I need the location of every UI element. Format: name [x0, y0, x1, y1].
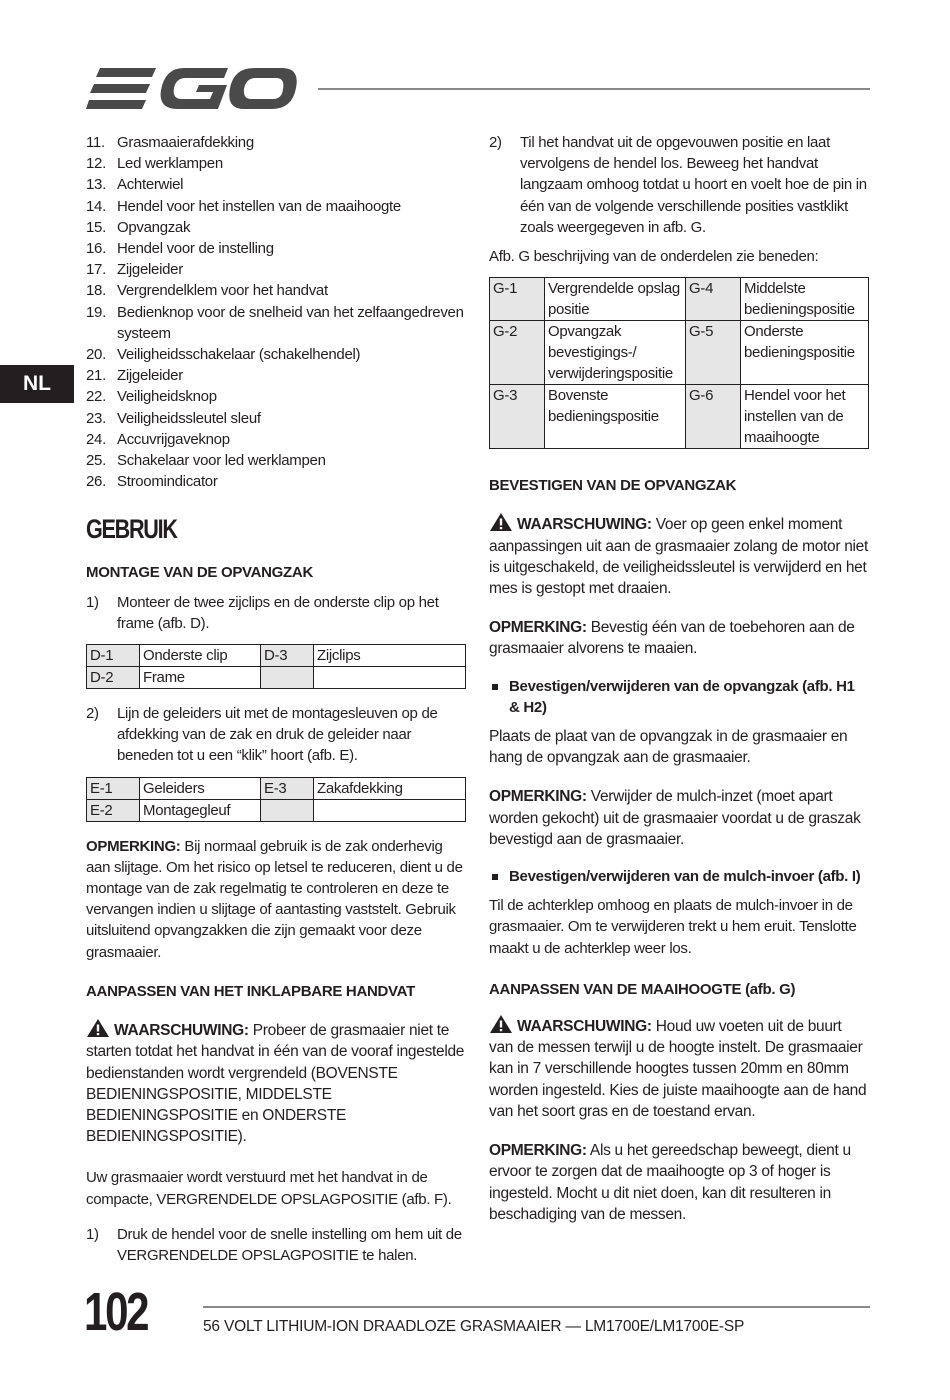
table-cell: D-1 [87, 645, 140, 667]
list-item-label: Hendel voor de instelling [117, 240, 274, 258]
table-cell: Opvangzak bevestigings-/ verwijderingspositie [545, 321, 686, 385]
maaihoogte-heading: AANPASSEN VAN DE MAAIHOOGTE (afb. G) [489, 980, 796, 998]
list-item-number: 22. [86, 388, 106, 406]
list-item-number: 20. [86, 346, 106, 364]
list-item [86, 471, 466, 492]
bullet-item [489, 866, 869, 887]
bullet-item [489, 676, 869, 718]
table-cell: G-4 [686, 278, 741, 321]
table-e [86, 777, 466, 822]
list-item [86, 365, 466, 386]
warning-icon [489, 1014, 513, 1034]
list-item [86, 302, 466, 344]
step-number: 2) [86, 705, 99, 723]
footer-rule [203, 1306, 870, 1308]
table-cell: E-3 [261, 777, 314, 799]
list-item-number: 12. [86, 155, 106, 173]
list-item [86, 153, 466, 174]
list-item-number: 26. [86, 473, 106, 491]
warning-icon [489, 512, 513, 532]
list-item [86, 280, 466, 301]
list-item-number: 11. [86, 134, 105, 151]
list-item-label: Vergrendelklem voor het handvat [117, 282, 328, 300]
warning-icon [86, 1018, 110, 1038]
note-label: OPMERKING: [489, 788, 587, 806]
table-cell: Onderste clip [140, 645, 261, 667]
table-cell: D-2 [87, 667, 140, 689]
table-cell: Geleiders [140, 777, 261, 799]
table-cell: Frame [140, 667, 261, 689]
list-item [86, 132, 466, 153]
list-item-label: Schakelaar voor led werklampen [117, 452, 326, 470]
table-row [87, 645, 466, 667]
step-number: 1) [86, 1225, 99, 1243]
note-text: Bevestig één van de toebehoren aan de grasmaaier alvorens te maaien. [489, 619, 855, 658]
list-item-number: 14. [86, 197, 106, 215]
ego-logo [86, 64, 298, 114]
table-cell: E-1 [87, 777, 140, 799]
step-text: Lijn de geleiders uit met de montagesleuven op de afdekking van de zak en druk de geleider naar beneden tot u een “klik” hoort (afb. E). [117, 705, 438, 765]
step-item [86, 1224, 466, 1266]
step-item [489, 132, 869, 238]
step-number: 2) [489, 134, 502, 151]
warning-text: Houd uw voeten uit de buurt van de messen terwijl u de hoogte instelt. De grasmaaier kan in 7 verschillende hoogtes tussen 20mm en 80mm worden ingesteld. Kies de juiste maaihoogte aan de hand van het soort gras en de toestand ervan. [489, 1018, 867, 1120]
list-item-label: Accuvrijgaveknop [117, 430, 230, 448]
note-label: OPMERKING: [86, 837, 181, 855]
table-d [86, 644, 466, 689]
list-item-number: 13. [86, 176, 106, 194]
section-title: GEBRUIK [86, 514, 177, 545]
table-cell: Vergrendelde opslag positie [545, 278, 686, 321]
table-cell: G-2 [490, 321, 545, 385]
step-text: Druk de hendel voor de snelle instelling om hem uit de VERGRENDELDE OPSLAGPOSITIE te halen. [117, 1225, 462, 1264]
footer-title: 56 VOLT LITHIUM-ION DRAADLOZE GRASMAAIER — LM1700E/LM1700E-SP [203, 1318, 745, 1335]
table-cell: D-3 [261, 645, 314, 667]
warning-text: Probeer de grasmaaier niet te starten totdat het handvat in één van de vooraf ingestelde bedienstanden wordt vergrendeld (BOVENSTE BEDIENINGSPOSITIE, MIDDELSTE BEDIENINGSPOSITIE en ONDERSTE BEDIENINGSPOSITIE). [86, 1022, 465, 1146]
bullet-text: Bevestigen/verwijderen van de opvangzak (afb. H1 & H2) [509, 677, 855, 716]
paragraph: Afb. G beschrijving van de onderdelen zie beneden: [489, 248, 819, 266]
list-item-label: Veiligheidsknop [117, 388, 217, 406]
header-rule [318, 88, 870, 90]
note-label: OPMERKING: [489, 619, 587, 637]
list-item-number: 16. [86, 240, 106, 258]
step-text: Monteer de twee zijclips en de onderste clip op het frame (afb. D). [117, 593, 439, 632]
warning-label: WAARSCHUWING: [114, 1022, 249, 1040]
list-item [86, 217, 466, 238]
language-tab: NL [0, 365, 74, 403]
table-cell: E-2 [87, 799, 140, 821]
warning-label: WAARSCHUWING: [517, 516, 652, 534]
warning-paragraph [86, 1018, 466, 1147]
handvat-heading: AANPASSEN VAN HET INKLAPBARE HANDVAT [86, 982, 415, 1000]
montage-heading: MONTAGE VAN DE OPVANGZAK [86, 564, 313, 582]
table-row [490, 385, 869, 449]
warning-paragraph [489, 512, 869, 599]
table-cell: G-1 [490, 278, 545, 321]
list-item-label: Opvangzak [117, 218, 191, 236]
left-column [86, 132, 466, 1274]
table-cell: G-6 [686, 385, 741, 449]
list-item [86, 386, 466, 407]
paragraph: Til de achterklep omhoog en plaats de mulch-invoer in de grasmaaier. Om te verwijderen trekt u hem eruit. Tenslotte maakt u de achterklep weer los. [489, 897, 857, 957]
table-row [87, 799, 466, 821]
table-cell: Zijclips [314, 645, 466, 667]
list-item [86, 238, 466, 259]
list-item-label: Veiligheidsschakelaar (schakelhendel) [117, 346, 361, 364]
list-item-number: 21. [86, 367, 106, 385]
list-item-label: Veiligheidssleutel sleuf [117, 409, 261, 427]
list-item-label: Grasmaaierafdekking [117, 134, 254, 151]
parts-list [86, 132, 466, 492]
list-item [86, 450, 466, 471]
note-paragraph [489, 617, 869, 659]
list-item-label: Bedienknop voor de snelheid van het zelfaangedreven systeem [117, 303, 464, 342]
paragraph: Uw grasmaaier wordt verstuurd met het handvat in de compacte, VERGRENDELDE OPSLAGPOSITIE (afb. F). [86, 1169, 452, 1208]
table-row [87, 667, 466, 689]
table-cell: Middelste bedieningspositie [741, 278, 869, 321]
list-item [86, 196, 466, 217]
table-cell [314, 799, 466, 821]
list-item-number: 23. [86, 409, 106, 427]
list-item [86, 259, 466, 280]
note-text: Als u het gereedschap beweegt, dient u ervoor te zorgen dat de maaihoogte op 3 of hoger is ingesteld. Mocht u dit niet doen, kan dit resulteren in beschadiging van de messen. [489, 1142, 851, 1223]
list-item-number: 19. [86, 303, 106, 321]
step-item [86, 703, 466, 767]
table-cell: Hendel voor het instellen van de maaihoogte [741, 385, 869, 449]
table-row [490, 278, 869, 321]
table-cell: Onderste bedieningspositie [741, 321, 869, 385]
table-cell: Zakafdekking [314, 777, 466, 799]
table-cell [261, 667, 314, 689]
list-item-number: 24. [86, 430, 106, 448]
table-g [489, 277, 869, 449]
list-item [86, 408, 466, 429]
list-item-label: Hendel voor het instellen van de maaihoogte [117, 197, 401, 215]
table-row [87, 777, 466, 799]
step-number: 1) [86, 593, 99, 611]
table-cell: Bovenste bedieningspositie [545, 385, 686, 449]
list-item-label: Achterwiel [117, 176, 184, 194]
bullet-text: Bevestigen/verwijderen van de mulch-invoer (afb. I) [509, 868, 861, 886]
note-text: Bij normaal gebruik is de zak onderhevig aan slijtage. Om het risico op letsel te reduceren, dient u de montage van de zak regelmatig te controleren en deze te vervangen indien u slijtage of aantasting vaststelt. Gebruik uitsluitend opvangzakken die zijn gemaakt voor deze grasmaaier. [86, 837, 463, 961]
step-item [86, 592, 466, 634]
warning-text: Voer op geen enkel moment aanpassingen uit aan de grasmaaier zolang de motor niet is uitgeschakeld, de veiligheidssleutel is verwijderd en het mes is gestopt met draaien. [489, 516, 869, 598]
right-column [489, 132, 869, 1239]
list-item-number: 25. [86, 452, 106, 470]
note-label: OPMERKING: [489, 1142, 587, 1160]
table-row [490, 321, 869, 385]
bevestigen-heading: BEVESTIGEN VAN DE OPVANGZAK [489, 477, 737, 495]
list-item-number: 18. [86, 282, 106, 300]
table-cell [261, 799, 314, 821]
note-paragraph [86, 836, 466, 963]
page-number: 102 [84, 1282, 148, 1342]
table-cell: G-3 [490, 385, 545, 449]
note-text: Verwijder de mulch-inzet (moet apart worden gekocht) uit de grasmaaier voordat u de graszak bevestigd aan de grasmaaier. [489, 788, 861, 848]
list-item [86, 429, 466, 450]
step-text: Til het handvat uit de opgevouwen positie en laat vervolgens de hendel los. Beweeg het handvat langzaam omhoog totdat u hoort en voelt hoe de pin in één van de volgende verschillende posities vastklikt zoals weergegeven in afb. G. [520, 134, 867, 236]
note-paragraph [489, 1140, 869, 1225]
note-paragraph [489, 786, 869, 850]
list-item-label: Zijgeleider [117, 367, 183, 385]
warning-label: WAARSCHUWING: [517, 1018, 652, 1036]
list-item-label: Stroomindicator [117, 473, 218, 491]
table-cell [314, 667, 466, 689]
bullet-marker [489, 866, 509, 887]
table-cell: G-5 [686, 321, 741, 385]
list-item [86, 174, 466, 195]
warning-paragraph [489, 1014, 869, 1122]
paragraph: Plaats de plaat van de opvangzak in de grasmaaier en hang de opvangzak aan de grasmaaier. [489, 728, 848, 767]
list-item [86, 344, 466, 365]
list-item-number: 15. [86, 218, 106, 236]
bullet-marker [489, 676, 509, 718]
list-item-label: Zijgeleider [117, 261, 183, 279]
table-cell: Montagegleuf [140, 799, 261, 821]
list-item-label: Led werklampen [117, 155, 223, 173]
list-item-number: 17. [86, 261, 106, 279]
